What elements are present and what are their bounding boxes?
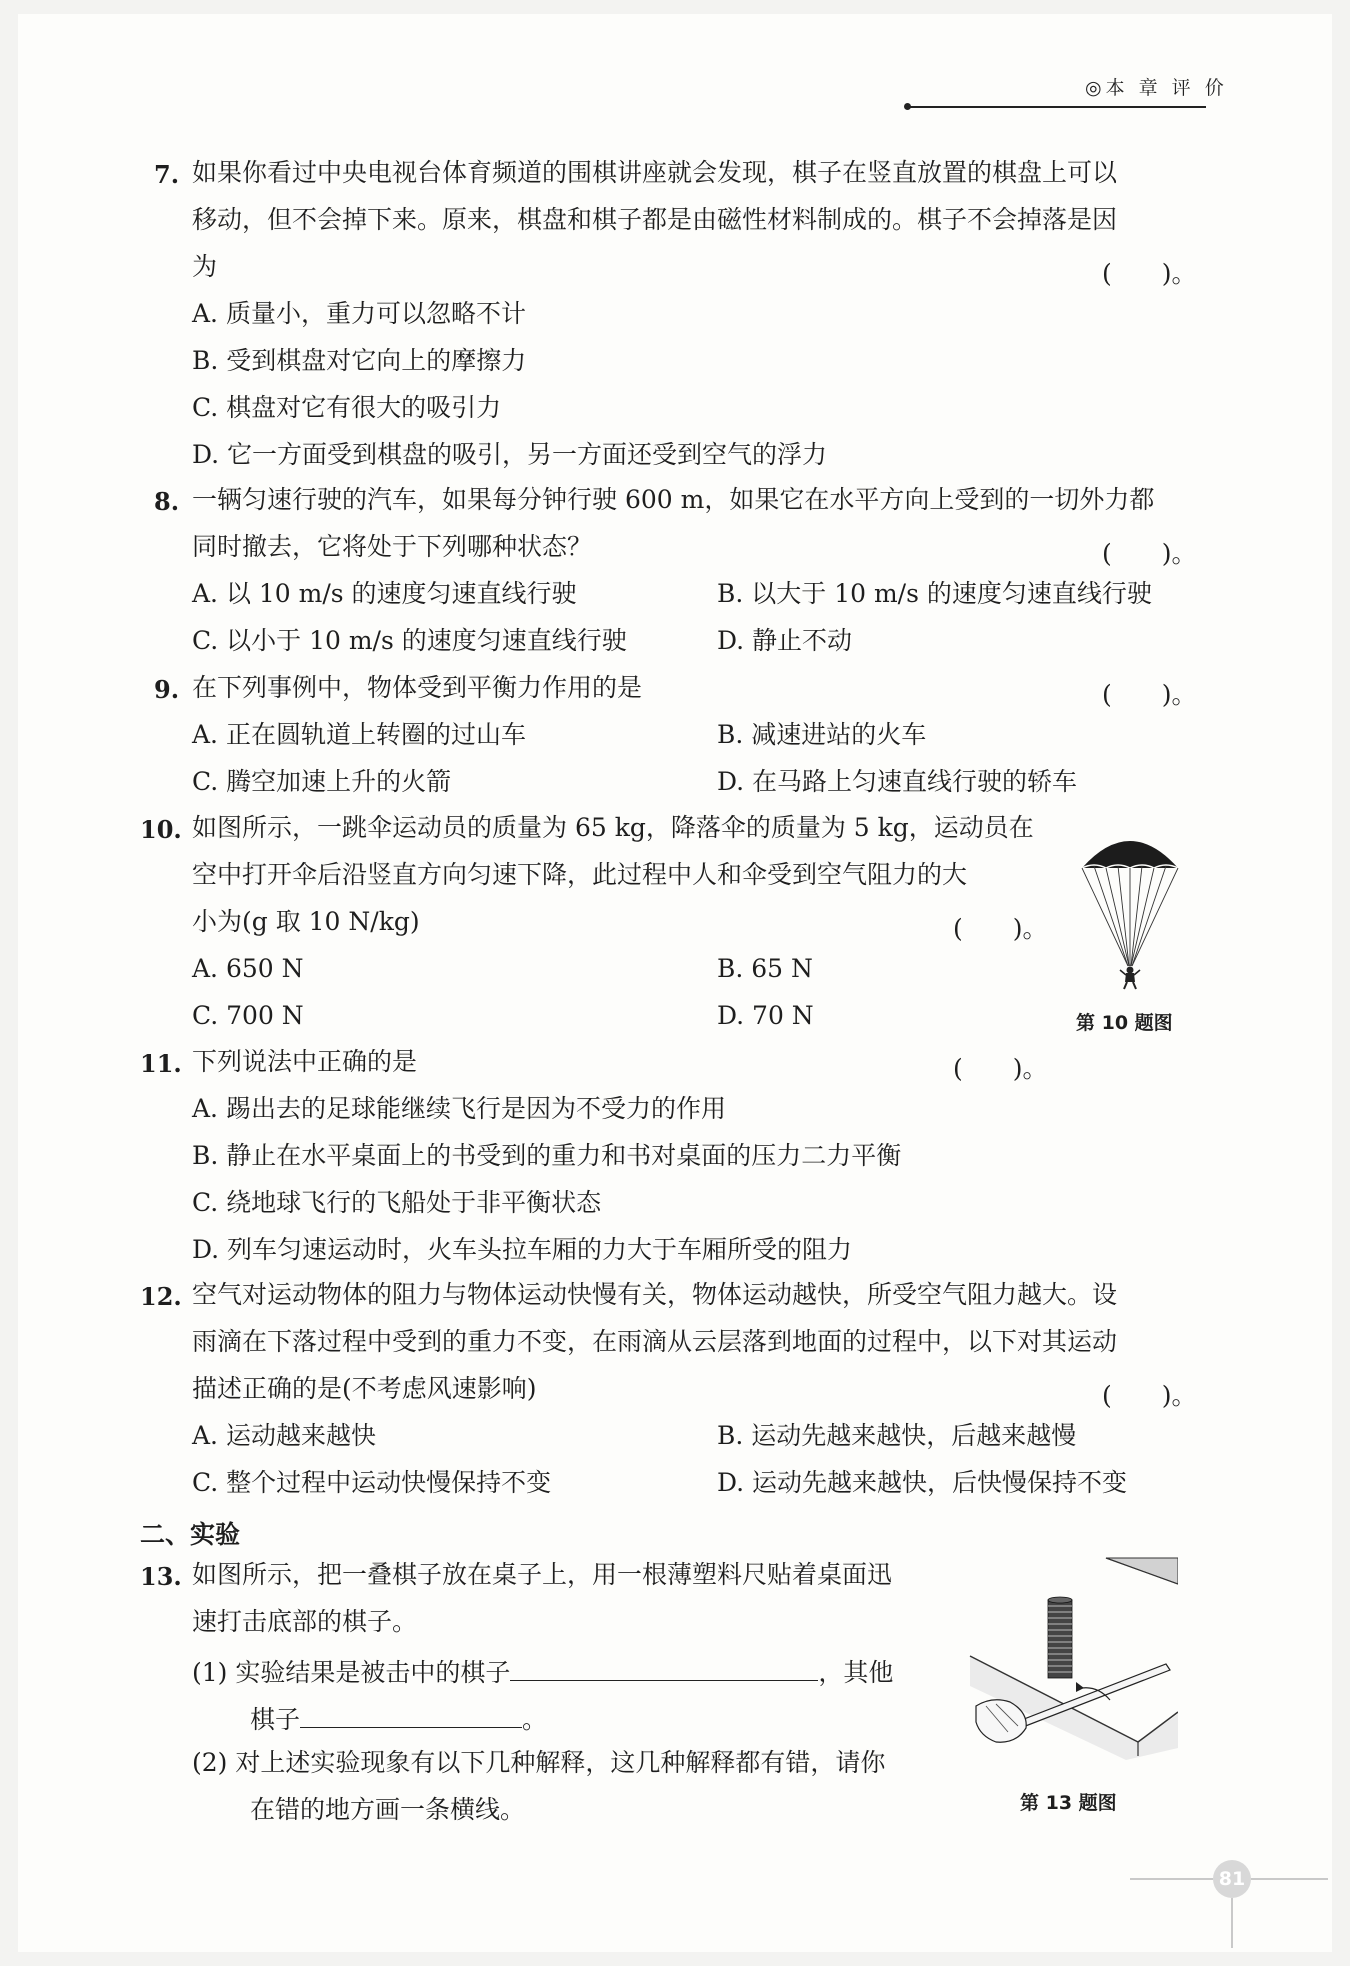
option: B. 运动先越来越快，后越来越慢	[717, 1421, 1077, 1450]
question-text: 如图所示，一跳伞运动员的质量为 65 kg，降落伞的质量为 5 kg，运动员在	[192, 813, 1034, 842]
question-text: 如果你看过中央电视台体育频道的围棋讲座就会发现，棋子在竖直放置的棋盘上可以	[192, 158, 1118, 187]
option: C. 棋盘对它有很大的吸引力	[192, 393, 502, 422]
question-text: 在下列事例中，物体受到平衡力作用的是	[192, 673, 643, 702]
figure-caption: 第 13 题图	[1020, 1792, 1117, 1814]
answer-bracket: ( )。	[1102, 539, 1197, 568]
option: D. 列车匀速运动时，火车头拉车厢的力大于车厢所受的阻力	[192, 1235, 853, 1264]
answer-bracket: ( )。	[1102, 1381, 1197, 1410]
option: D. 在马路上匀速直线行驶的轿车	[717, 767, 1078, 796]
option: A. 正在圆轨道上转圈的过山车	[192, 720, 526, 749]
question-text: 同时撤去，它将处于下列哪种状态？	[192, 532, 593, 561]
chapter-eval-header: ◎本 章 评 价	[1085, 77, 1228, 99]
option: A. 运动越来越快	[192, 1421, 376, 1450]
sub-question-text: (1) 实验结果是被击中的棋子	[192, 1658, 511, 1687]
option: D. 运动先越来越快，后快慢保持不变	[717, 1468, 1128, 1497]
question-text: 雨滴在下落过程中受到的重力不变，在雨滴从云层落到地面的过程中，以下对其运动	[192, 1327, 1118, 1356]
option: B. 以大于 10 m/s 的速度匀速直线行驶	[717, 579, 1152, 608]
option: C. 腾空加速上升的火箭	[192, 767, 452, 796]
option: A. 650 N	[192, 954, 304, 983]
page-number-tick	[1231, 1898, 1233, 1948]
question-text: 为	[192, 252, 218, 281]
answer-blank[interactable]	[300, 1701, 522, 1728]
answer-bracket: ( )。	[1102, 259, 1197, 288]
question-text: 移动，但不会掉下来。原来，棋盘和棋子都是由磁性材料制成的。棋子不会掉落是因	[192, 205, 1118, 234]
option: A. 踢出去的足球能继续飞行是因为不受力的作用	[192, 1094, 726, 1123]
figure-caption: 第 10 题图	[1076, 1012, 1173, 1034]
answer-bracket: ( )。	[1102, 680, 1197, 709]
option: A. 质量小，重力可以忽略不计	[192, 299, 526, 328]
question-number: 12.	[140, 1282, 182, 1311]
option: C. 以小于 10 m/s 的速度匀速直线行驶	[192, 626, 627, 655]
question-text: 下列说法中正确的是	[192, 1047, 418, 1076]
question-text: 速打击底部的棋子。	[192, 1607, 418, 1636]
option: A. 以 10 m/s 的速度匀速直线行驶	[192, 579, 577, 608]
answer-bracket: ( )。	[953, 914, 1048, 943]
question-text: 小为(g 取 10 N/kg)	[192, 907, 420, 936]
option: C. 整个过程中运动快慢保持不变	[192, 1468, 552, 1497]
option: B. 65 N	[717, 954, 813, 983]
option: B. 减速进站的火车	[717, 720, 927, 749]
option: D. 静止不动	[717, 626, 853, 655]
header-rule	[908, 106, 1206, 108]
option: B. 受到棋盘对它向上的摩擦力	[192, 346, 527, 375]
question-text: 空中打开伞后沿竖直方向匀速下降，此过程中人和伞受到空气阻力的大	[192, 860, 968, 889]
page-number-rule-left	[1130, 1878, 1213, 1880]
question-number: 7.	[154, 160, 180, 189]
answer-bracket: ( )。	[953, 1054, 1048, 1083]
page-number-rule-right	[1251, 1878, 1328, 1880]
question-text: 如图所示，把一叠棋子放在桌子上，用一根薄塑料尺贴着桌面迅	[192, 1560, 893, 1589]
question-text: 空气对运动物体的阻力与物体运动快慢有关，物体运动越快，所受空气阻力越大。设	[192, 1280, 1118, 1309]
question-number: 11.	[140, 1049, 182, 1078]
page-number: 81	[1213, 1860, 1251, 1898]
question-number: 8.	[154, 487, 180, 516]
option: D. 70 N	[717, 1001, 814, 1030]
option: B. 静止在水平桌面上的书受到的重力和书对桌面的压力二力平衡	[192, 1141, 902, 1170]
checker-stack-figure	[966, 1556, 1178, 1762]
question-number: 13.	[140, 1562, 182, 1591]
sub-question-text: ，其他	[818, 1658, 894, 1687]
parachute-figure	[1078, 824, 1182, 990]
sub-question-2-cont: 在错的地方画一条横线。	[250, 1795, 526, 1824]
question-text: 一辆匀速行驶的汽车，如果每分钟行驶 600 m，如果它在水平方向上受到的一切外力都	[192, 485, 1155, 514]
question-text: 描述正确的是(不考虑风速影响)	[192, 1374, 537, 1403]
section-heading: 二、实验	[140, 1520, 241, 1549]
question-number: 9.	[154, 675, 180, 704]
option: C. 绕地球飞行的飞船处于非平衡状态	[192, 1188, 602, 1217]
option: C. 700 N	[192, 1001, 304, 1030]
sub-question-text: 棋子	[250, 1705, 301, 1734]
answer-blank[interactable]	[510, 1654, 818, 1681]
sub-question-2: (2) 对上述实验现象有以下几种解释，这几种解释都有错，请你	[192, 1748, 886, 1777]
sub-question-1-cont	[250, 1701, 547, 1735]
sub-question-1	[192, 1654, 893, 1688]
question-number: 10.	[140, 815, 182, 844]
option: D. 它一方面受到棋盘的吸引，另一方面还受到空气的浮力	[192, 440, 828, 469]
sub-question-text: 。	[522, 1705, 548, 1734]
